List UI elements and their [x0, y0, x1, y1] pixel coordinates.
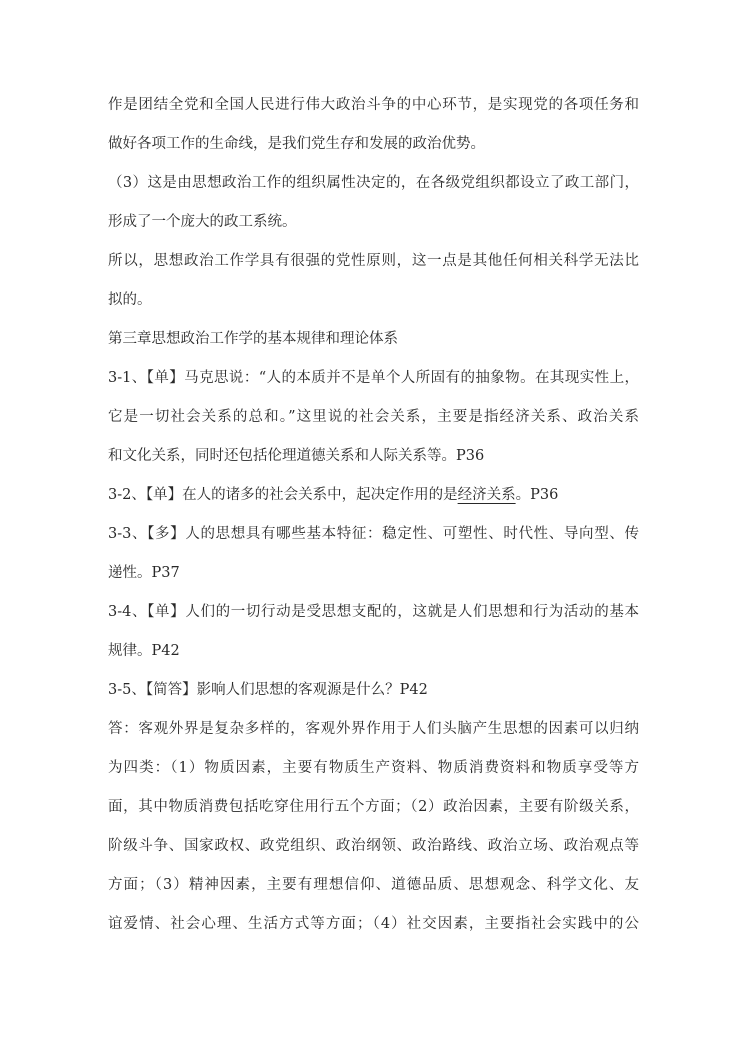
text-segment: 3-2、【单】在人的诸多的社会关系中，起决定作用的是: [108, 487, 458, 503]
text-line: [108, 359, 639, 398]
text-line: [108, 554, 639, 593]
text-segment: 3-3、【多】人的思想具有哪些基本特征：稳定性、可塑性、时代性、导向型、传: [108, 526, 639, 542]
text-line: [108, 671, 639, 710]
text-line: [108, 398, 639, 437]
text-segment: 。P36: [515, 487, 559, 503]
text-segment: 形成了一个庞大的政工系统。: [108, 214, 297, 230]
text-line: [108, 515, 639, 554]
text-segment: 递性。P37: [108, 565, 180, 581]
text-segment: 答：客观外界是复杂多样的，客观外界作用于人们头脑产生思想的因素可以归纳: [108, 721, 639, 737]
text-line: [108, 281, 639, 320]
text-line: [108, 125, 639, 164]
text-segment: 3-1、【单】马克思说：“人的本质并不是单个人所固有的抽象物。在其现实性上，: [108, 370, 639, 386]
text-line: [108, 866, 639, 905]
text-segment: 方面；（3）精神因素，主要有理想信仰、道德品质、思想观念、科学文化、友: [108, 877, 639, 893]
text-segment: 为四类：（1）物质因素，主要有物质生产资料、物质消费资料和物质享受等方: [108, 760, 639, 776]
text-line: [108, 749, 639, 788]
text-line: [108, 827, 639, 866]
text-segment: 作是团结全党和全国人民进行伟大政治斗争的中心环节，是实现党的各项任务和: [108, 97, 639, 113]
text-line: [108, 710, 639, 749]
document-text-block: [108, 86, 639, 944]
text-line: [108, 437, 639, 476]
text-line: [108, 632, 639, 671]
text-line: [108, 320, 639, 359]
text-line: [108, 242, 639, 281]
text-segment: 3-4、【单】人们的一切行动是受思想支配的，这就是人们思想和行为活动的基本: [108, 604, 639, 620]
text-segment: 拟的。: [108, 292, 152, 308]
text-segment: 和文化关系，同时还包括伦理道德关系和人际关系等。P36: [108, 448, 485, 464]
text-segment: 所以，思想政治工作学具有很强的党性原则，这一点是其他任何相关科学无法比: [108, 253, 639, 269]
text-segment: 规律。P42: [108, 643, 180, 659]
text-segment: 谊爱情、社会心理、生活方式等方面；（4）社交因素，主要指社会实践中的公: [108, 916, 639, 932]
text-line: [108, 86, 639, 125]
text-segment: 它是一切社会关系的总和。”这里说的社会关系，主要是指经济关系、政治关系: [108, 409, 639, 425]
text-segment: （3）这是由思想政治工作的组织属性决定的，在各级党组织都设立了政工部门，: [108, 175, 639, 191]
text-segment: 做好各项工作的生命线，是我们党生存和发展的政治优势。: [108, 136, 485, 152]
underlined-text: 经济关系: [457, 487, 516, 503]
text-line: [108, 476, 639, 515]
text-segment: 阶级斗争、国家政权、政党组织、政治纲领、政治路线、政治立场、政治观点等: [108, 838, 639, 854]
text-segment: 面，其中物质消费包括吃穿住用行五个方面；（2）政治因素，主要有阶级关系，: [108, 799, 639, 815]
text-line: [108, 203, 639, 242]
text-segment: 第三章思想政治工作学的基本规律和理论体系: [108, 331, 398, 347]
text-line: [108, 788, 639, 827]
text-segment: 3-5、【简答】影响人们思想的客观源是什么？P42: [108, 682, 428, 698]
text-line: [108, 164, 639, 203]
text-line: [108, 905, 639, 944]
text-line: [108, 593, 639, 632]
